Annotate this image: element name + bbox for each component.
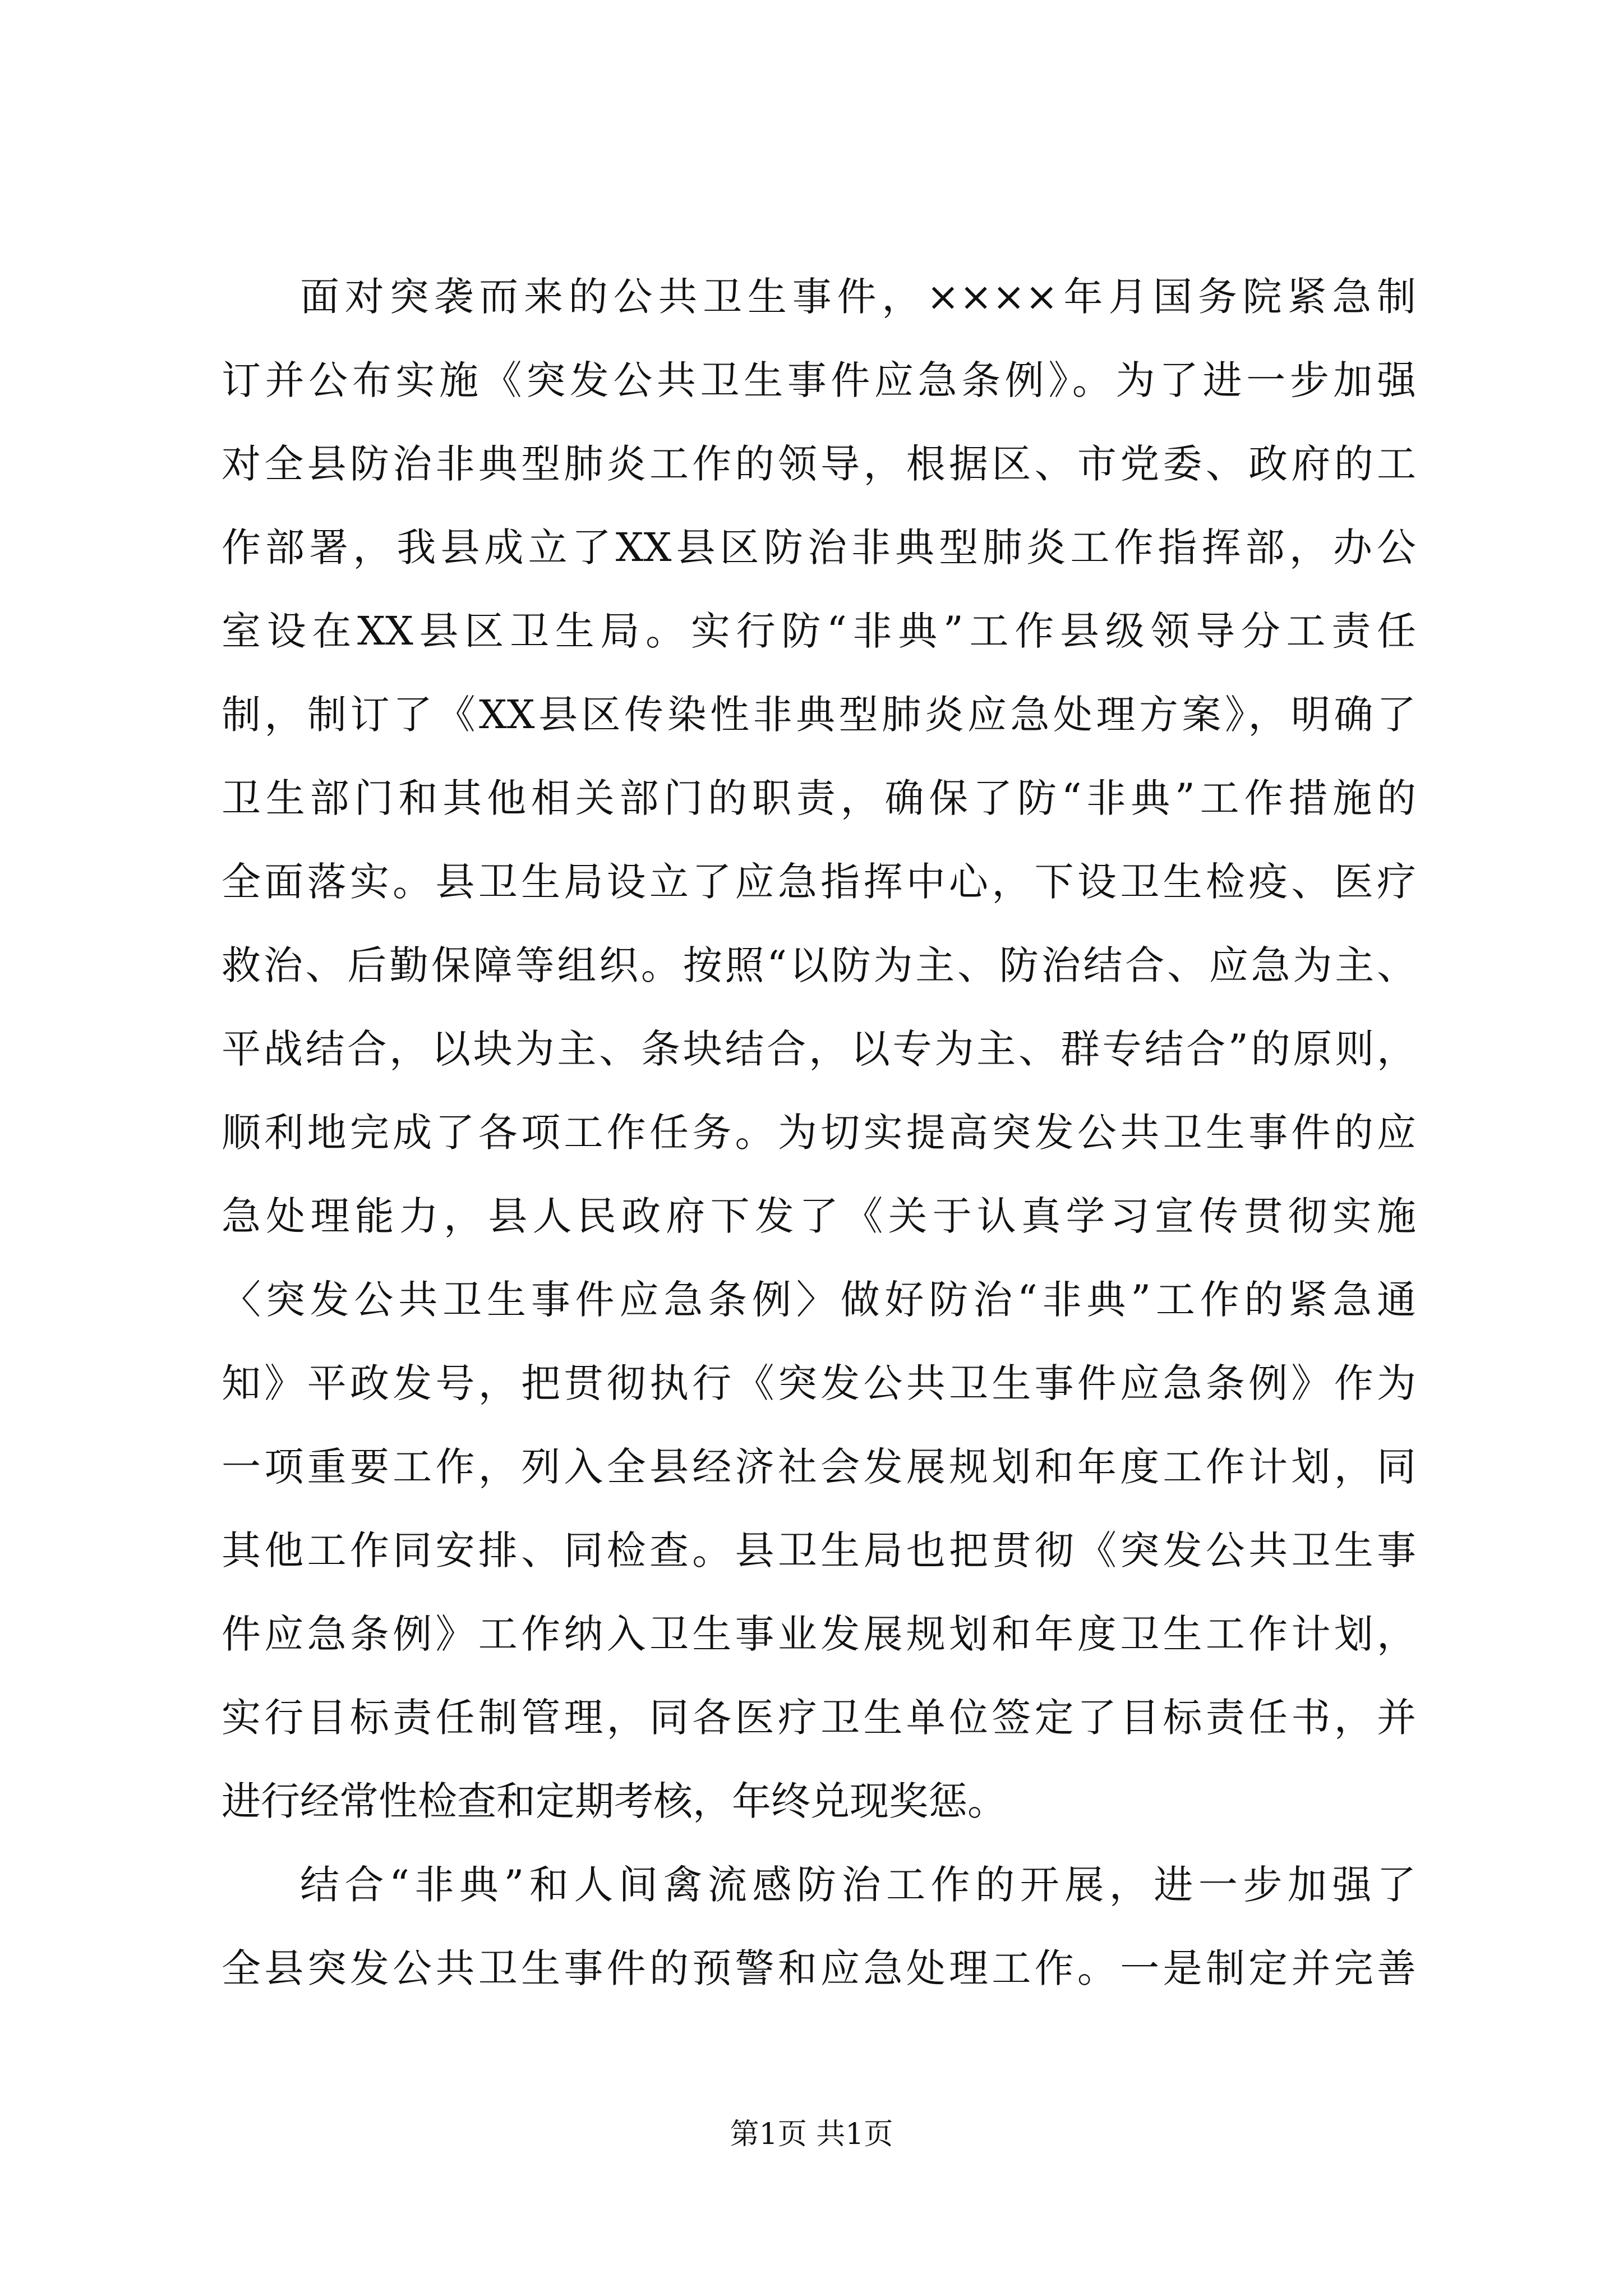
text-line-1: 面对突袭而来的公共卫生事件，××××年月国务院紧急制	[300, 274, 1416, 320]
text-line-14: 知》平政发号，把贯彻执行《突发公共卫生事件应急条例》作为	[222, 1360, 1416, 1406]
text-line-5: 室设在XX县区卫生局。实行防“非典”工作县级领导分工责任	[222, 608, 1416, 654]
document-body	[222, 255, 1416, 2010]
text-line-9: 救治、后勤保障等组织。按照“以防为主、防治结合、应急为主、	[222, 942, 1416, 988]
text-line-7: 卫生部门和其他相关部门的职责，确保了防“非典”工作措施的	[222, 775, 1416, 821]
text-line-10: 平战结合，以块为主、条块结合，以专为主、群专结合”的原则，	[222, 1026, 1416, 1072]
text-line-4: 作部署，我县成立了XX县区防治非典型肺炎工作指挥部，办公	[222, 524, 1416, 570]
text-line-8: 全面落实。县卫生局设立了应急指挥中心，下设卫生检疫、医疗	[222, 859, 1416, 905]
text-line-17: 件应急条例》工作纳入卫生事业发展规划和年度卫生工作计划，	[222, 1611, 1416, 1657]
text-line-21: 全县突发公共卫生事件的预警和应急处理工作。一是制定并完善	[222, 1945, 1416, 1991]
page-number-footer: 第1页 共1页	[730, 2118, 893, 2151]
text-line-16: 其他工作同安排、同检查。县卫生局也把贯彻《突发公共卫生事	[222, 1527, 1416, 1573]
text-line-6: 制，制订了《XX县区传染性非典型肺炎应急处理方案》，明确了	[222, 692, 1416, 738]
text-line-20: 结合“非典”和人间禽流感防治工作的开展，进一步加强了	[300, 1862, 1416, 1908]
text-line-13: 〈突发公共卫生事件应急条例〉做好防治“非典”工作的紧急通	[222, 1277, 1416, 1323]
text-line-2: 订并公布实施《突发公共卫生事件应急条例》。为了进一步加强	[222, 357, 1416, 403]
text-line-11: 顺利地完成了各项工作任务。为切实提高突发公共卫生事件的应	[222, 1110, 1416, 1156]
text-line-15: 一项重要工作，列入全县经济社会发展规划和年度工作计划，同	[222, 1444, 1416, 1490]
text-line-12: 急处理能力，县人民政府下发了《关于认真学习宣传贯彻实施	[222, 1193, 1416, 1239]
text-line-3: 对全县防治非典型肺炎工作的领导，根据区、市党委、政府的工	[222, 441, 1416, 487]
text-line-19: 进行经常性检查和定期考核，年终兑现奖惩。	[222, 1778, 1007, 1824]
text-line-18: 实行目标责任制管理，同各医疗卫生单位签定了目标责任书，并	[222, 1695, 1416, 1741]
